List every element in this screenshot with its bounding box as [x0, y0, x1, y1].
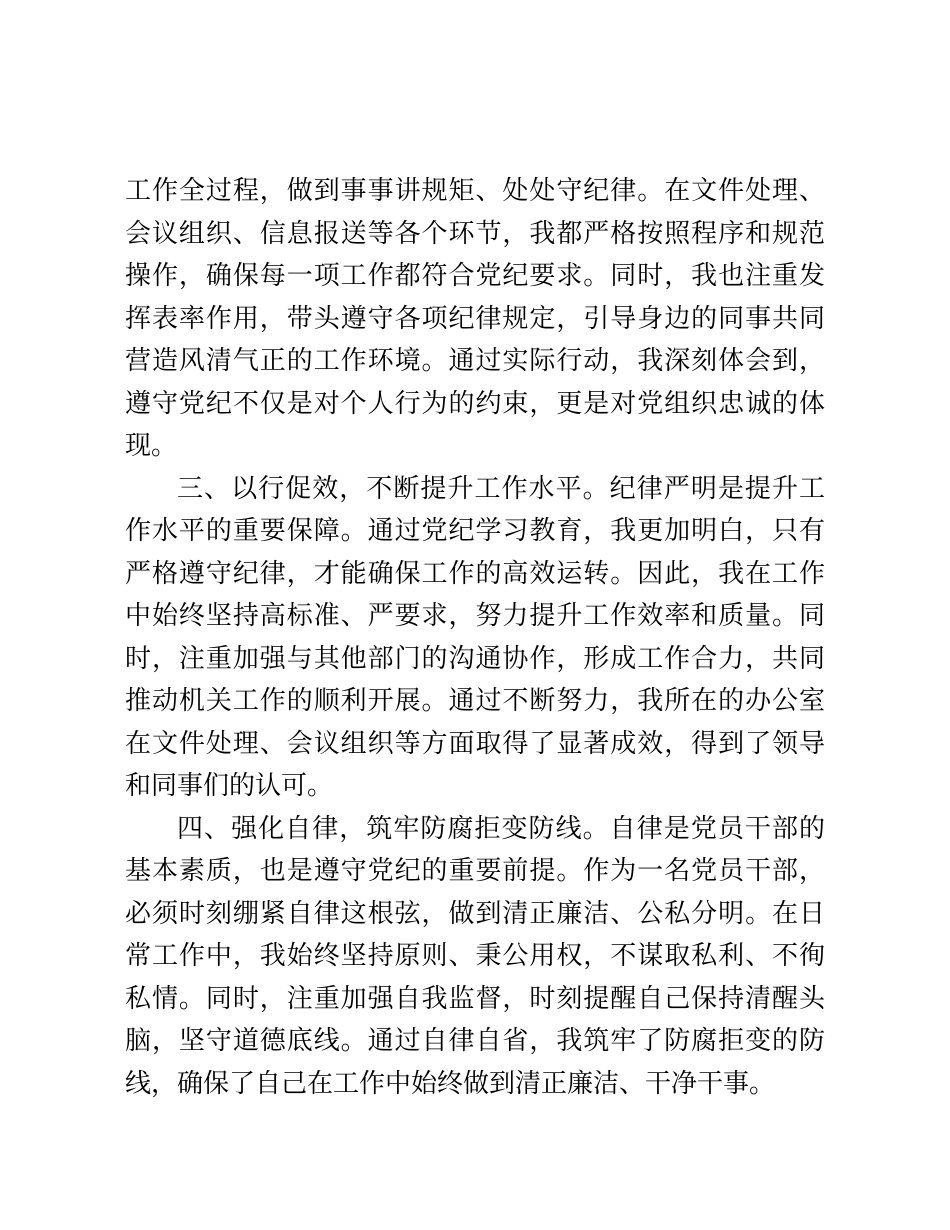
- paragraph-continuation: 工作全过程，做到事事讲规矩、处处守纪律。在文件处理、会议组织、信息报送等各个环节，我都严格按照程序和规范操作，确保每一项工作都符合党纪要求。同时，我也注重发挥表率作用，带头遵守各项纪律规定，引导身边的同事共同营造风清气正的工作环境。通过实际行动，我深刻体会到，遵守党纪不仅是对个人行为的约束，更是对党组织忠诚的体现。: [125, 176, 825, 461]
- document-body: [125, 170, 825, 1105]
- paragraph-section-four: 四、强化自律，筑牢防腐拒变防线。自律是党员干部的基本素质，也是遵守党纪的重要前提。作为一名党员干部，必须时刻绷紧自律这根弦，做到清正廉洁、公私分明。在日常工作中，我始终坚持原则、秉公用权，不谋取私利、不徇私情。同时，注重加强自我监督，时刻提醒自己保持清醒头脑，坚守道德底线。通过自律自省，我筑牢了防腐拒变的防线，确保了自己在工作中始终做到清正廉洁、干净干事。: [125, 813, 825, 1099]
- paragraph-section-three: 三、以行促效，不断提升工作水平。纪律严明是提升工作水平的重要保障。通过党纪学习教育，我更加明白，只有严格遵守纪律，才能确保工作的高效运转。因此，我在工作中始终坚持高标准、严要求，努力提升工作效率和质量。同时，注重加强与其他部门的沟通协作，形成工作合力，共同推动机关工作的顺利开展。通过不断努力，我所在的办公室在文件处理、会议组织等方面取得了显著成效，得到了领导和同事们的认可。: [125, 473, 825, 801]
